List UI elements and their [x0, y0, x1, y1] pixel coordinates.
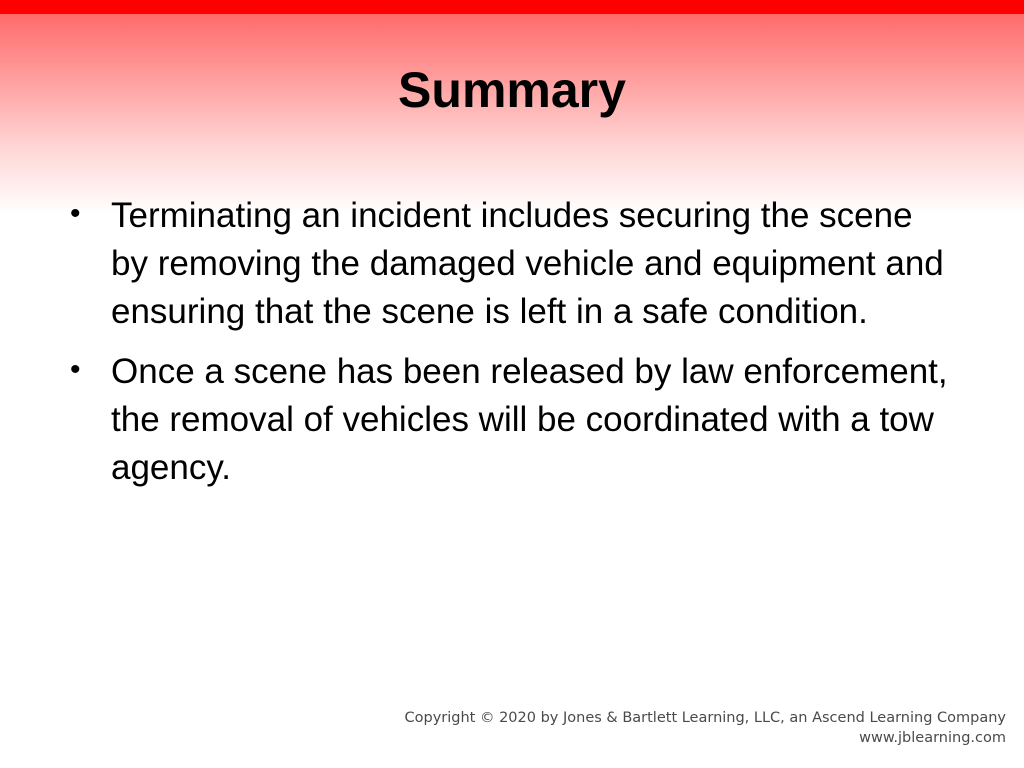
bullet-list	[70, 192, 950, 504]
top-accent-bar	[0, 0, 1024, 14]
bullet-text: Terminating an incident includes securing the scene by removing the damaged vehicle and equipment and ensuring that the scene is left in a safe condition.	[111, 196, 944, 331]
bullet-marker: •	[70, 353, 81, 386]
bullet-text: Once a scene has been released by law enforcement, the removal of vehicles will be coordinated with a tow agency.	[111, 352, 948, 487]
bullet-marker: •	[70, 197, 81, 230]
footer	[405, 708, 1006, 748]
slide-title: Summary	[398, 62, 626, 118]
bullet-item	[70, 348, 950, 492]
website-link[interactable]: www.jblearning.com	[859, 730, 1006, 746]
bullet-item	[70, 192, 950, 336]
copyright-notice: Copyright © 2020 by Jones & Bartlett Learning, LLC, an Ascend Learning Company	[404, 710, 1006, 726]
